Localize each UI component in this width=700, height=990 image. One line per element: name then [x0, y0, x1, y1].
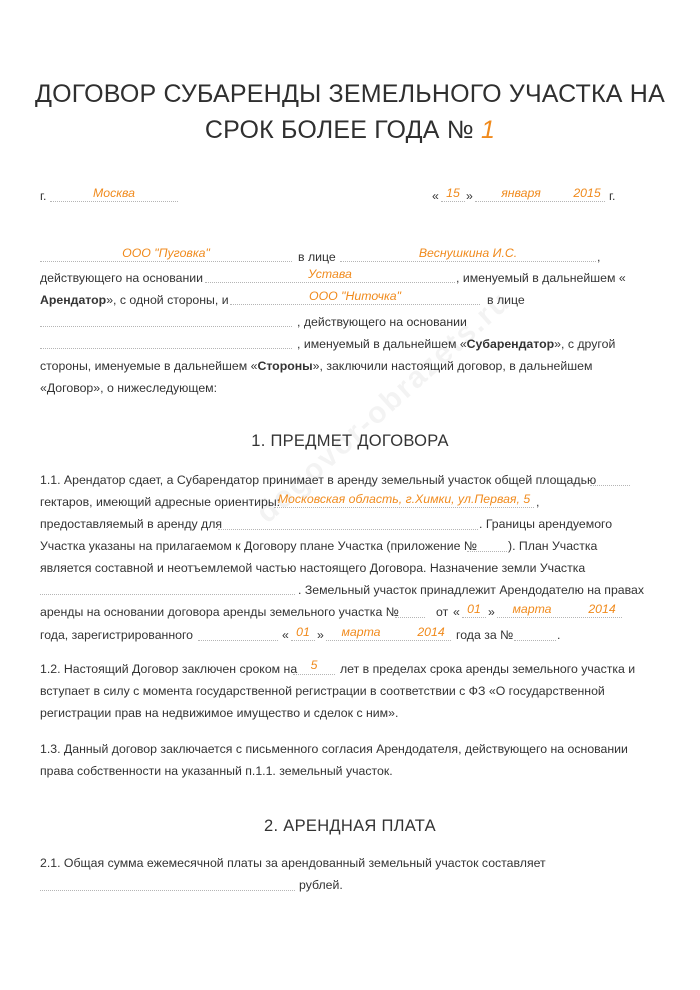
s1-p1-line1: 1.1. Арендатор сдает, а Субарендатор принимает в аренду земельный участок общей площадью [40, 473, 597, 487]
registered-by-field[interactable] [198, 626, 278, 641]
city-value: Москва [92, 186, 136, 200]
comma-2: , [536, 495, 540, 509]
document-title-line-1: ДОГОВОР СУБАРЕНДЫ ЗЕМЕЛЬНОГО УЧАСТКА НА [35, 80, 665, 108]
sublessee-basis-field[interactable] [40, 334, 292, 349]
s1-p1-line4a: Участка указаны на прилагаемом к Договору плане Участка (приложение № [40, 539, 478, 553]
s1-p1-line5: является составной и неотъемлемой частью настоящего Договора. Назначение земли Участка [40, 561, 586, 575]
land-purpose-field[interactable] [40, 580, 295, 595]
s1-p1-line8b: года за № [456, 628, 514, 642]
s1-p1-line7a: аренды на основании договора аренды земельного участка № [40, 605, 399, 619]
period: . [557, 628, 561, 642]
day-value: 15 [446, 186, 460, 200]
parties-line-a: стороны, именуемые в дальнейшем «Стороны», заключили настоящий договор, в дальнейшем [40, 359, 593, 373]
date1-month: марта [512, 602, 552, 616]
contract-number: 1 [480, 116, 496, 144]
year-value: 2015 [573, 186, 601, 200]
s1-p1-line4b: ). План Участка [508, 539, 598, 553]
section-1-heading: 1. ПРЕДМЕТ ДОГОВОРА [251, 432, 449, 450]
month-value: января [501, 186, 541, 200]
city-prefix: г. [40, 189, 47, 203]
s1-p3-line1: 1.3. Данный договор заключается с письменного согласия Арендодателя, действующего на основании [40, 742, 628, 756]
date-quote-close: » [466, 189, 473, 203]
role-line-1: Арендатор», с одной стороны, и [40, 293, 229, 307]
s1-p2-line2: вступает в силу с момента государственной регистрации в соответствии с ФЗ «О государственной [40, 684, 605, 698]
address-value: Московская область, г.Химки, ул.Первая, 5 [277, 492, 531, 506]
date2-month: марта [341, 625, 381, 639]
date1-year: 2014 [588, 602, 616, 616]
date1-quote-open: « [453, 605, 460, 619]
parties-line-c: «Договор», о нижеследующем: [40, 381, 218, 395]
sublessee-rep-field[interactable] [40, 312, 292, 327]
date2-day: 01 [296, 625, 310, 639]
term-value: 5 [310, 658, 318, 672]
s1-p1-line3a: предоставляемый в аренду для [40, 517, 223, 531]
s1-p2-line1a: 1.2. Настоящий Договор заключен сроком на [40, 662, 298, 676]
s1-p1-line6: . Земельный участок принадлежит Арендодателю на правах [298, 583, 645, 597]
lessor-rep-name: Веснушкина И.С. [418, 246, 518, 260]
document-title-line-2: СРОК БОЛЕЕ ГОДА № 1 [204, 116, 496, 144]
sublessee-name: ООО "Ниточка" [309, 289, 401, 303]
year-suffix: г. [609, 189, 616, 203]
purpose-field[interactable] [218, 515, 478, 530]
comma: , [597, 250, 601, 264]
date2-quote-close: » [317, 628, 324, 642]
date2-year: 2014 [417, 625, 445, 639]
s1-p3-line2: права собственности на указанный п.1.1. земельный участок. [40, 764, 393, 778]
s1-p1-line3b: . Границы арендуемого [479, 517, 613, 531]
s1-p2-line1b: лет в пределах срока аренды земельного участка и [340, 662, 636, 676]
role-line-2: , именуемый в дальнейшем «Субарендатор», с другой [297, 337, 616, 351]
date2-quote-open: « [282, 628, 289, 642]
date1-quote-close: » [488, 605, 495, 619]
lessor-name: ООО "Пуговка" [122, 246, 210, 260]
in-person-label-2: в лице [487, 293, 525, 307]
s2-p1-line1: 2.1. Общая сумма ежемесячной платы за арендованный земельный участок составляет [40, 856, 546, 870]
acting-basis-label-2: , действующего на основании [297, 315, 467, 329]
registration-number-field[interactable] [514, 626, 556, 641]
rent-amount-field[interactable] [40, 876, 295, 891]
date-quote-open: « [432, 189, 439, 203]
appendix-number-field[interactable] [467, 537, 507, 552]
acting-basis-label: действующего на основании [40, 271, 204, 285]
hereinafter-label-1: , именуемый в дальнейшем « [456, 271, 626, 285]
s2-p1-line2: рублей. [299, 878, 343, 892]
s1-p1-line8a: года, зарегистрированного [40, 628, 194, 642]
basis-value: Устава [308, 267, 352, 281]
s1-p1-line7b: от [436, 605, 449, 619]
lease-number-field[interactable] [395, 603, 425, 618]
s1-p1-line2: гектаров, имеющий адресные ориентиры: [40, 495, 281, 509]
s1-p2-line3: регистрации прав на недвижимое имущество и сделок с ним». [40, 706, 399, 720]
section-2-heading: 2. АРЕНДНАЯ ПЛАТА [264, 817, 436, 835]
date1-day: 01 [467, 602, 481, 616]
area-field[interactable] [590, 471, 630, 486]
in-person-label: в лице [298, 250, 336, 264]
